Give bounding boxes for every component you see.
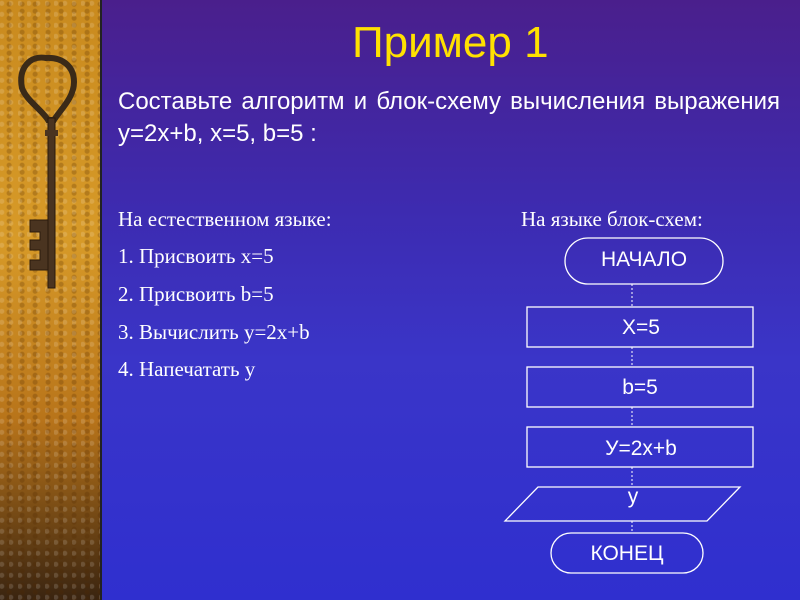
step-4: 4. Напечатать у (118, 357, 256, 381)
slide-title: Пример 1 (352, 18, 549, 67)
step-3: 3. Вычислить у=2х+b (118, 320, 310, 344)
task-text: Составьте алгоритм и блок-схему вычисления выражения у=2х+b, x=5, b=5 : (118, 88, 780, 147)
step-2: 2. Присвоить b=5 (118, 282, 274, 306)
process-x-label: Х=5 (622, 316, 660, 339)
flowchart-heading: На языке блок-схем: (521, 207, 703, 231)
end-label: КОНЕЦ (590, 542, 664, 565)
process-y-label: У=2х+b (605, 437, 677, 460)
output-parallelogram (505, 487, 740, 521)
start-label: НАЧАЛО (600, 248, 688, 271)
natural-language-heading: На естественном языке: (118, 207, 332, 231)
process-b-label: b=5 (622, 376, 658, 399)
step-1: 1. Присвоить х=5 (118, 244, 274, 268)
output-label: у (627, 485, 639, 508)
